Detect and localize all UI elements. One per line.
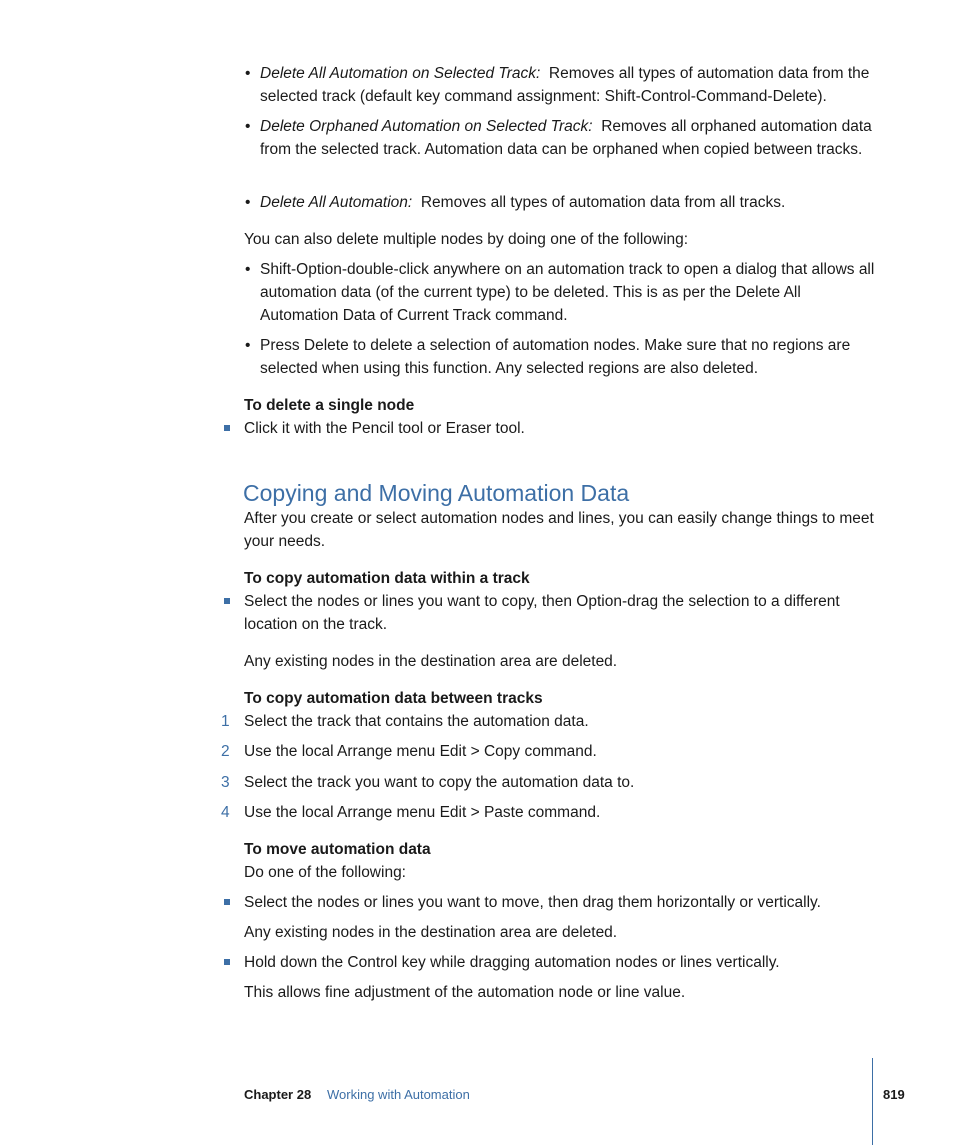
bullet-description: Removes all types of automation data from all tracks. [420,194,786,211]
square-bullet-icon [224,425,230,431]
bullet-description: Removes all orphaned automation data from the selected track. Automation data can be orphaned when copied between tracks. [260,118,872,158]
bullet-term: Delete Orphaned Automation on Selected Track: [260,118,593,135]
step-text: Select the track you want to copy the automation data to. [244,774,635,791]
bullet-term: Delete All Automation: [260,194,413,211]
bullet-dot: • [245,65,251,82]
bullet-dot: • [245,337,251,354]
square-bullet-icon [224,598,230,604]
square-bullet-icon [224,899,230,905]
step-copy-within-track: Select the nodes or lines you want to copy, then Option-drag the selection to a different location on the track. [244,593,840,633]
page-number: 819 [883,1087,905,1102]
multi-delete-intro: You can also delete multiple nodes by doing one of the following: [244,231,689,248]
heading-move-automation: To move automation data [244,841,431,858]
move-step-control: Hold down the Control key while dragging automation nodes or lines vertically. [244,954,780,971]
square-bullet-icon [224,959,230,965]
heading-copy-between-tracks: To copy automation data between tracks [244,690,543,707]
section-title: Copying and Moving Automation Data [243,480,630,506]
bullet-term: Delete All Automation on Selected Track: [260,65,541,82]
move-note-control: This allows fine adjustment of the automation node or line value. [244,984,686,1001]
bullet-delete-all-selected [260,62,880,108]
section-intro: After you create or select automation nodes and lines, you can easily change things to meet your needs. [244,510,874,550]
bullet-delete-orphaned [260,115,880,161]
heading-copy-within-track: To copy automation data within a track [244,570,530,587]
bullet-description: Removes all types of automation data from the selected track (default key command assignment: Shift-Control-Command-Delete). [260,65,870,105]
step-number: 1 [221,713,230,730]
step-delete-single-node: Click it with the Pencil tool or Eraser tool. [244,420,525,437]
step-text: Select the track that contains the automation data. [244,713,589,730]
move-note-drag: Any existing nodes in the destination area are deleted. [244,924,618,941]
footer-chapter-number: Chapter 28 [244,1087,312,1102]
multi-bullet-press-delete: Press Delete to delete a selection of automation nodes. Make sure that no regions are selected when using this function. Any selected regions are also deleted. [260,337,851,377]
bullet-dot: • [245,118,251,135]
footer-chapter-title[interactable]: Working with Automation [327,1087,470,1102]
note-copy-within-track: Any existing nodes in the destination area are deleted. [244,653,618,670]
bullet-delete-all [260,191,880,214]
footer-divider [872,1058,873,1145]
heading-delete-single-node: To delete a single node [244,397,415,414]
step-number: 3 [221,774,230,791]
multi-bullet-shift-option: Shift-Option-double-click anywhere on an automation track to open a dialog that allows all automation data (of the current type) to be deleted. This is as per the Delete All Automation Data of Current Track command. [260,261,875,324]
step-text: Use the local Arrange menu Edit > Paste command. [244,804,601,821]
step-number: 2 [221,743,230,760]
step-text: Use the local Arrange menu Edit > Copy command. [244,743,597,760]
move-intro: Do one of the following: [244,864,406,881]
bullet-dot: • [245,194,251,211]
bullet-dot: • [245,261,251,278]
step-number: 4 [221,804,230,821]
move-step-drag: Select the nodes or lines you want to move, then drag them horizontally or vertically. [244,894,821,911]
